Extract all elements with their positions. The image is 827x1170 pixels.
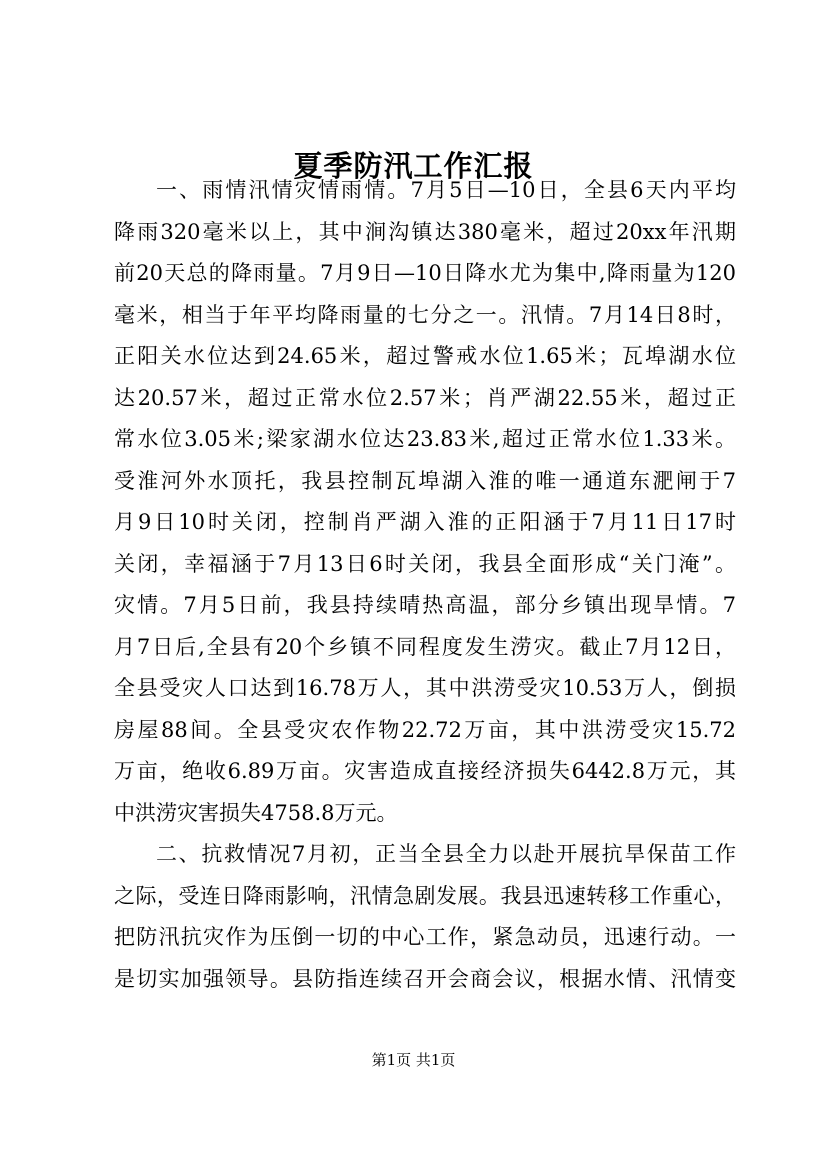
document-body [114, 170, 736, 1000]
text-line: 达20.57米，超过正常水位2.57米；肖严湖22.55米，超过正 [114, 385, 736, 410]
text-line: 关闭，幸福涵于7月13日6时关闭，我县全面形成“关门淹”。 [114, 551, 736, 576]
text-line: 房屋88间。全县受灾农作物22.72万亩，其中洪涝受灾15.72 [114, 717, 736, 742]
text-line: 把防汛抗灾作为压倒一切的中心工作，紧急动员，迅速行动。一 [114, 925, 736, 949]
text-line: 受淮河外水顶托，我县控制瓦埠湖入淮的唯一通道东淝闸于7 [114, 468, 736, 493]
text-line: 一、雨情汛情灾情雨情。7月5日—10日，全县6天内平均 [156, 178, 736, 202]
text-line: 灾情。7月5日前，我县持续晴热高温，部分乡镇出现旱情。7 [114, 593, 736, 617]
text-line: 全县受灾人口达到16.78万人，其中洪涝受灾10.53万人，倒损 [114, 676, 736, 700]
text-line: 中洪涝灾害损失4758.8万元。 [114, 800, 398, 825]
text-line: 月7日后,全县有20个乡镇不同程度发生涝灾。截止7月12日， [114, 634, 736, 659]
text-line: 二、抗救情况7月初，正当全县全力以赴开展抗旱保苗工作 [156, 842, 736, 866]
text-line: 之际，受连日降雨影响，汛情急剧发展。我县迅速转移工作重心， [114, 883, 736, 908]
paragraph-rescue-situation [114, 834, 736, 1000]
text-line: 万亩，绝收6.89万亩。灾害造成直接经济损失6442.8万元，其 [114, 759, 736, 783]
text-line: 常水位3.05米;梁家湖水位达23.83米,超过正常水位1.33米。 [114, 427, 736, 451]
text-line: 毫米，相当于年平均降雨量的七分之一。汛情。7月14日8时， [114, 302, 736, 327]
document-title: 夏季防汛工作汇报 [293, 149, 534, 183]
text-line: 月9日10时关闭，控制肖严湖入淮的正阳涵于7月11日17时 [114, 510, 736, 534]
text-line: 前20天总的降雨量。7月9日—10日降水尤为集中,降雨量为120 [114, 261, 736, 285]
page-footer: 第1页 共1页 [371, 1051, 456, 1069]
text-line: 是切实加强领导。县防指连续召开会商会议，根据水情、汛情变 [114, 966, 736, 991]
text-line: 正阳关水位达到24.65米，超过警戒水位1.65米；瓦埠湖水位 [114, 344, 736, 368]
paragraph-rain-flood-disaster [114, 170, 736, 834]
text-line: 降雨320毫米以上，其中涧沟镇达380毫米，超过20xx年汛期 [114, 219, 736, 244]
